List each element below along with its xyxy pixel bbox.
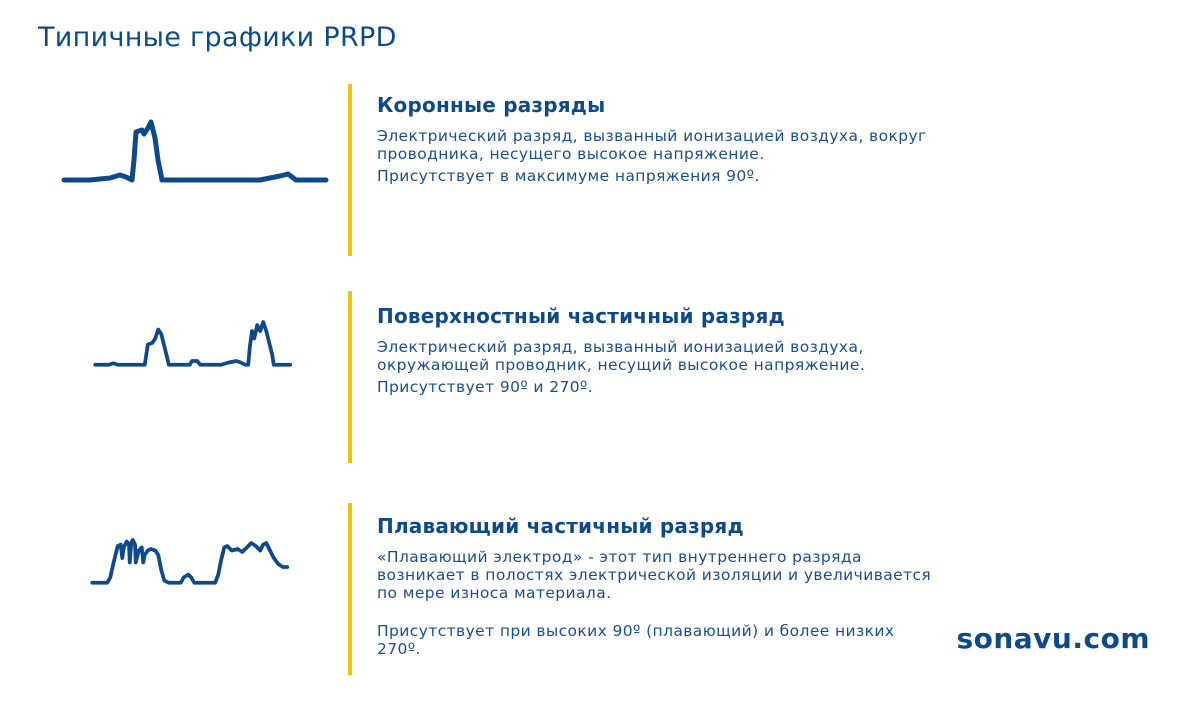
section-note: Присутствует 90º и 270º. [377, 378, 594, 396]
corona-waveform [50, 110, 340, 230]
section-note: Присутствует при высоких 90º (плавающий) и более низких 270º. [377, 622, 895, 658]
section-description: Электрический разряд, вызванный ионизацией воздуха, вокруг проводника, несущего высокое напряжение. [377, 127, 927, 163]
section-divider [348, 291, 352, 463]
section-divider [348, 503, 352, 675]
surface-discharge-waveform [50, 310, 340, 400]
section-title: Поверхностный частичный разряд [377, 304, 785, 328]
section-divider [348, 84, 352, 256]
section-title: Коронные разряды [377, 93, 606, 117]
section-description: Электрический разряд, вызванный ионизацией воздуха, окружающей проводник, несущий высокое напряжение. [377, 338, 866, 374]
brand-logo-text: sonavu.com [956, 622, 1150, 655]
section-note: Присутствует в максимуме напряжения 90º. [377, 167, 760, 185]
section-description: «Плавающий электрод» - этот тип внутреннего разряда возникает в полостях электрической изоляции и увеличивается по мере износа материала. [377, 548, 932, 602]
floating-discharge-waveform [50, 528, 340, 618]
page-title: Типичные графики PRPD [38, 22, 397, 53]
section-title: Плавающий частичный разряд [377, 514, 744, 538]
